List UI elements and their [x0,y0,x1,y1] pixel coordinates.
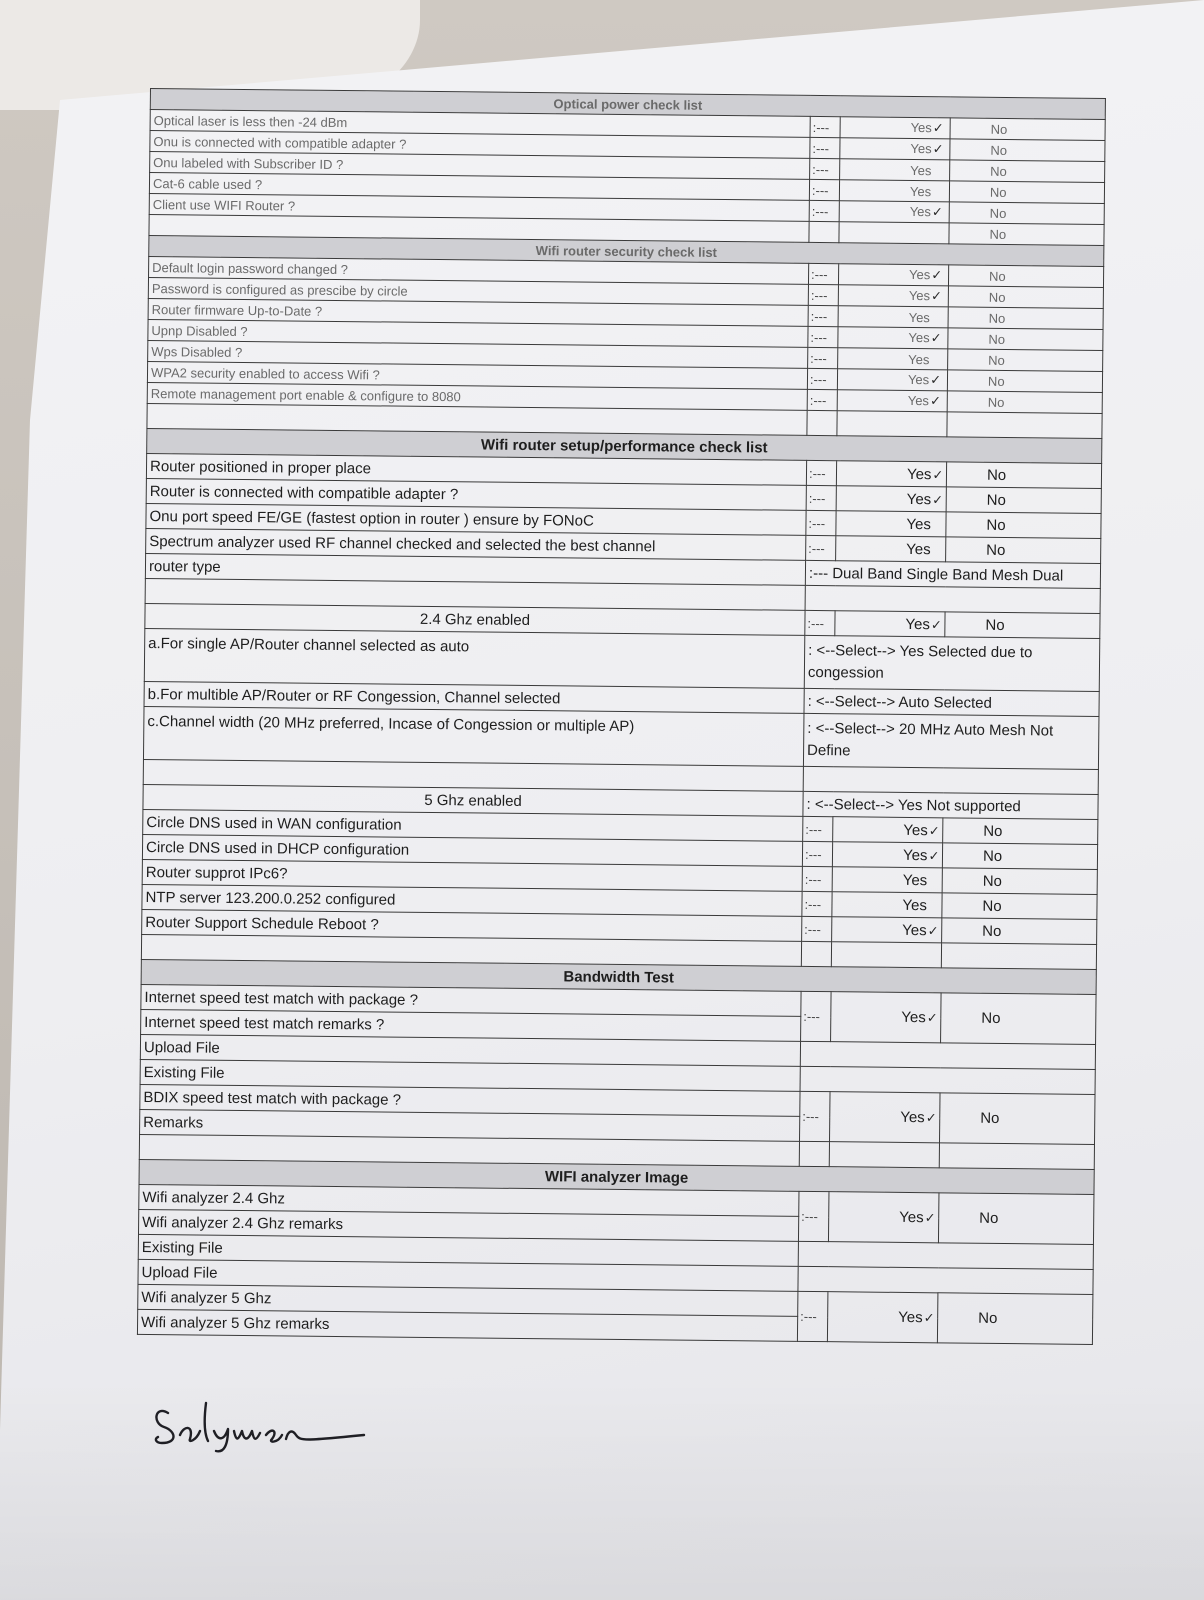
security-yes-option[interactable]: Yes✓ [838,264,948,286]
setup-yes-option[interactable]: Yes [836,511,946,537]
section-title-ghz5: 5 Ghz enabled [143,784,803,816]
ghz5-no-option[interactable]: No [943,818,1098,845]
colon-marker: :--- [806,485,836,510]
check-mark-icon: ✓ [930,331,942,347]
optical-no-option[interactable]: No [950,160,1105,183]
bw-internet-no[interactable]: No [941,993,1097,1045]
ghz5-no-option[interactable]: No [942,868,1097,895]
security-yes-option[interactable]: Yes [838,348,948,370]
ghz5-no-option[interactable]: No [942,918,1097,945]
an-q-existing: Existing File [138,1234,798,1266]
colon-marker: :--- [805,610,835,635]
colon-marker: :--- [808,263,838,284]
security-yes-option[interactable]: Yes [838,306,948,328]
section-title-ghz24: 2.4 Ghz enabled [145,603,805,635]
ghz24-b-select[interactable]: : <--Select--> Auto Selected [804,688,1099,716]
optical-question: Client use WIFI Router ? [149,193,809,221]
colon-marker: :--- [802,916,832,941]
colon-marker: :--- [808,347,838,368]
colon-marker: :--- [798,1191,829,1241]
bw-upload-field[interactable] [800,1041,1095,1069]
setup-yes-option[interactable]: Yes [836,536,946,562]
check-mark-icon: ✓ [924,1211,936,1227]
setup-rows [146,453,1102,563]
check-mark-icon: ✓ [926,1011,938,1027]
setup-no-option[interactable]: No [946,462,1101,489]
checklist-form [137,88,1105,1345]
colon-marker: :--- [809,179,839,200]
ghz5-yes-option[interactable]: Yes✓ [832,842,942,868]
security-question: Wps Disabled ? [148,340,808,368]
ghz5-no-option[interactable]: No [942,893,1097,920]
check-mark-icon: ✓ [931,268,943,284]
ghz24-b-label: b.For multible AP/Router or RF Congession, Channel selected [144,681,804,713]
ghz24-c-label: c.Channel width (20 MHz preferred, Incase of Congession or multiple AP) [143,706,804,766]
colon-marker: :--- [808,326,838,347]
setup-question: Onu port speed FE/GE (fastest option in router ) ensure by FONoC [146,503,806,535]
optical-no-option[interactable]: No [950,139,1105,162]
bw-q-internet-speed: Internet speed test match with package ? [141,984,801,1016]
colon-marker: :--- [810,116,840,137]
check-mark-icon: ✓ [932,467,944,483]
colon-marker: :--- [810,158,840,179]
ghz24-a-label: a.For single AP/Router channel selected as auto [144,628,805,688]
optical-no-option[interactable]: No [949,202,1104,225]
check-mark-icon: ✓ [928,823,940,839]
check-mark-icon: ✓ [927,923,939,939]
colon-marker: :--- [801,991,832,1041]
an-q-upload: Upload File [138,1259,798,1291]
check-mark-icon: ✓ [929,394,941,410]
ghz5-question: Router Support Schedule Reboot ? [142,909,802,941]
colon-marker: :--- [803,816,833,841]
check-mark-icon: ✓ [928,848,940,864]
ghz5-question: Circle DNS used in DHCP configuration [142,834,802,866]
security-no-option[interactable]: No [947,370,1102,393]
colon-marker: :--- [802,866,832,891]
optical-no-option[interactable]: No [949,181,1104,204]
an-upload-field[interactable] [798,1266,1093,1294]
ghz5-question: NTP server 123.200.0.252 configured [142,884,802,916]
security-question: Remote management port enable & configure to 8080 [147,382,807,410]
colon-marker: :--- [810,137,840,158]
setup-yes-option[interactable]: Yes✓ [836,486,946,512]
ghz24-a-select[interactable]: : <--Select--> Yes Selected due to congession [804,635,1100,691]
setup-question: Router is connected with compatible adapter ? [146,478,806,510]
security-yes-option[interactable]: Yes✓ [837,390,947,412]
check-mark-icon: ✓ [932,121,944,137]
bw-internet-yes[interactable]: Yes✓ [831,992,942,1043]
security-question: Default login password changed ? [149,256,809,284]
ghz5-select[interactable]: : <--Select--> Yes Not supported [803,791,1098,819]
ghz5-yes-option[interactable]: Yes [832,892,942,918]
bw-bdix-no[interactable]: No [939,1093,1095,1145]
check-mark-icon: ✓ [932,492,944,508]
setup-question: Spectrum analyzer used RF channel checked and selected the best channel [146,528,806,560]
optical-extra-no: No [949,223,1104,246]
optical-question: Onu labeled with Subscriber ID ? [150,152,810,180]
bw-q-upload: Upload File [140,1034,800,1066]
check-mark-icon: ✓ [923,1311,935,1327]
an-5-no[interactable]: No [937,1293,1093,1345]
section-title-analyzer: WIFI analyzer Image [139,1159,1094,1194]
security-question: Upnp Disabled ? [148,319,808,347]
bw-q-bdix-remarks: Remarks [140,1109,800,1141]
bw-bdix-yes[interactable]: Yes✓ [830,1092,941,1143]
check-mark-icon: ✓ [932,142,944,158]
ghz24-yes[interactable]: Yes✓ [835,611,945,637]
colon-marker: :--- [802,841,832,866]
section-title-security: Wifi router security check list [149,235,1104,266]
section-title-optical: Optical power check list [150,89,1105,120]
checklist-table [137,88,1106,1345]
setup-yes-option[interactable]: Yes✓ [836,461,946,487]
ghz5-no-option[interactable]: No [942,843,1097,870]
colon-marker: :--- [808,284,838,305]
check-mark-icon: ✓ [930,373,942,389]
an-q-24-remarks: Wifi analyzer 2.4 Ghz remarks [138,1209,798,1241]
ghz5-yes-option[interactable]: Yes✓ [832,917,942,943]
bw-existing-field[interactable] [800,1066,1095,1094]
security-no-option[interactable]: No [948,349,1103,372]
check-mark-icon: ✓ [925,1111,937,1127]
colon-marker: :--- [808,305,838,326]
check-mark-icon: ✓ [930,289,943,305]
optical-rows [149,110,1105,225]
security-no-option[interactable]: No [947,391,1102,414]
setup-no-option[interactable]: No [946,537,1101,564]
check-mark-icon: ✓ [930,617,942,633]
bw-q-bdix: BDIX speed test match with package ? [140,1084,800,1116]
an-q-5: Wifi analyzer 5 Ghz [138,1284,798,1316]
ghz5-question: Router supprot IPc6? [142,859,802,891]
optical-yes-option[interactable]: Yes✓ [840,138,950,160]
bw-q-existing: Existing File [140,1059,800,1091]
security-no-option[interactable]: No [948,286,1103,309]
security-yes-option[interactable]: Yes✓ [838,327,948,349]
optical-yes-option[interactable]: Yes✓ [840,117,950,139]
optical-question: Onu is connected with compatible adapter ? [150,131,810,159]
security-yes-option[interactable]: Yes✓ [837,369,947,391]
ghz5-yes-option[interactable]: Yes [832,867,942,893]
colon-marker: :--- [797,1291,828,1341]
an-24-yes[interactable]: Yes✓ [828,1192,939,1243]
router-type-label: router type [145,553,805,585]
router-type-value[interactable]: :--- Dual Band Single Band Mesh Dual [805,560,1100,588]
security-no-option[interactable]: No [948,265,1103,288]
colon-marker: :--- [802,891,832,916]
an-q-5-remarks: Wifi analyzer 5 Ghz remarks [137,1309,797,1341]
colon-marker: :--- [800,1091,831,1141]
section-title-bandwidth: Bandwidth Test [141,959,1096,994]
setup-no-option[interactable]: No [946,512,1101,539]
setup-no-option[interactable]: No [946,487,1101,514]
optical-question: Cat-6 cable used ? [149,173,809,201]
an-5-yes[interactable]: Yes✓ [827,1292,938,1343]
colon-marker: :--- [807,389,837,410]
ghz5-question: Circle DNS used in WAN configuration [143,809,803,841]
optical-yes-option[interactable]: Yes [839,180,949,202]
check-mark-icon: ✓ [931,205,943,221]
an-existing-field[interactable] [798,1241,1093,1269]
colon-marker: :--- [809,200,839,221]
security-rows [147,256,1104,413]
optical-question: Optical laser is less then -24 dBm [150,110,810,138]
an-q-24: Wifi analyzer 2.4 Ghz [139,1184,799,1216]
security-question: Password is configured as prescibe by circle [148,277,808,305]
colon-marker: :--- [807,368,837,389]
security-question: Router firmware Up-to-Date ? [148,298,808,326]
optical-no-option[interactable]: No [950,118,1105,141]
ghz5-yes-option[interactable]: Yes✓ [833,817,943,843]
security-yes-option[interactable]: Yes✓ [838,285,948,307]
security-question: WPA2 security enabled to access Wifi ? [147,361,807,389]
ghz5-rows [142,809,1098,944]
bw-q-remarks: Internet speed test match remarks ? [141,1009,801,1041]
security-no-option[interactable]: No [948,307,1103,330]
optical-yes-option[interactable]: Yes [840,159,950,181]
an-24-no[interactable]: No [938,1193,1094,1245]
optical-yes-option[interactable]: Yes✓ [839,201,949,223]
setup-question: Router positioned in proper place [146,453,806,485]
colon-marker: :--- [806,535,836,560]
colon-marker: :--- [806,510,836,535]
colon-marker: :--- [806,460,836,485]
security-no-option[interactable]: No [948,328,1103,351]
ghz24-c-select[interactable]: : <--Select--> 20 MHz Auto Mesh Not Define [803,713,1099,769]
handwritten-signature [150,1395,380,1455]
section-title-setup: Wifi router setup/performance check list [147,428,1102,463]
ghz24-no[interactable]: No [945,612,1100,639]
